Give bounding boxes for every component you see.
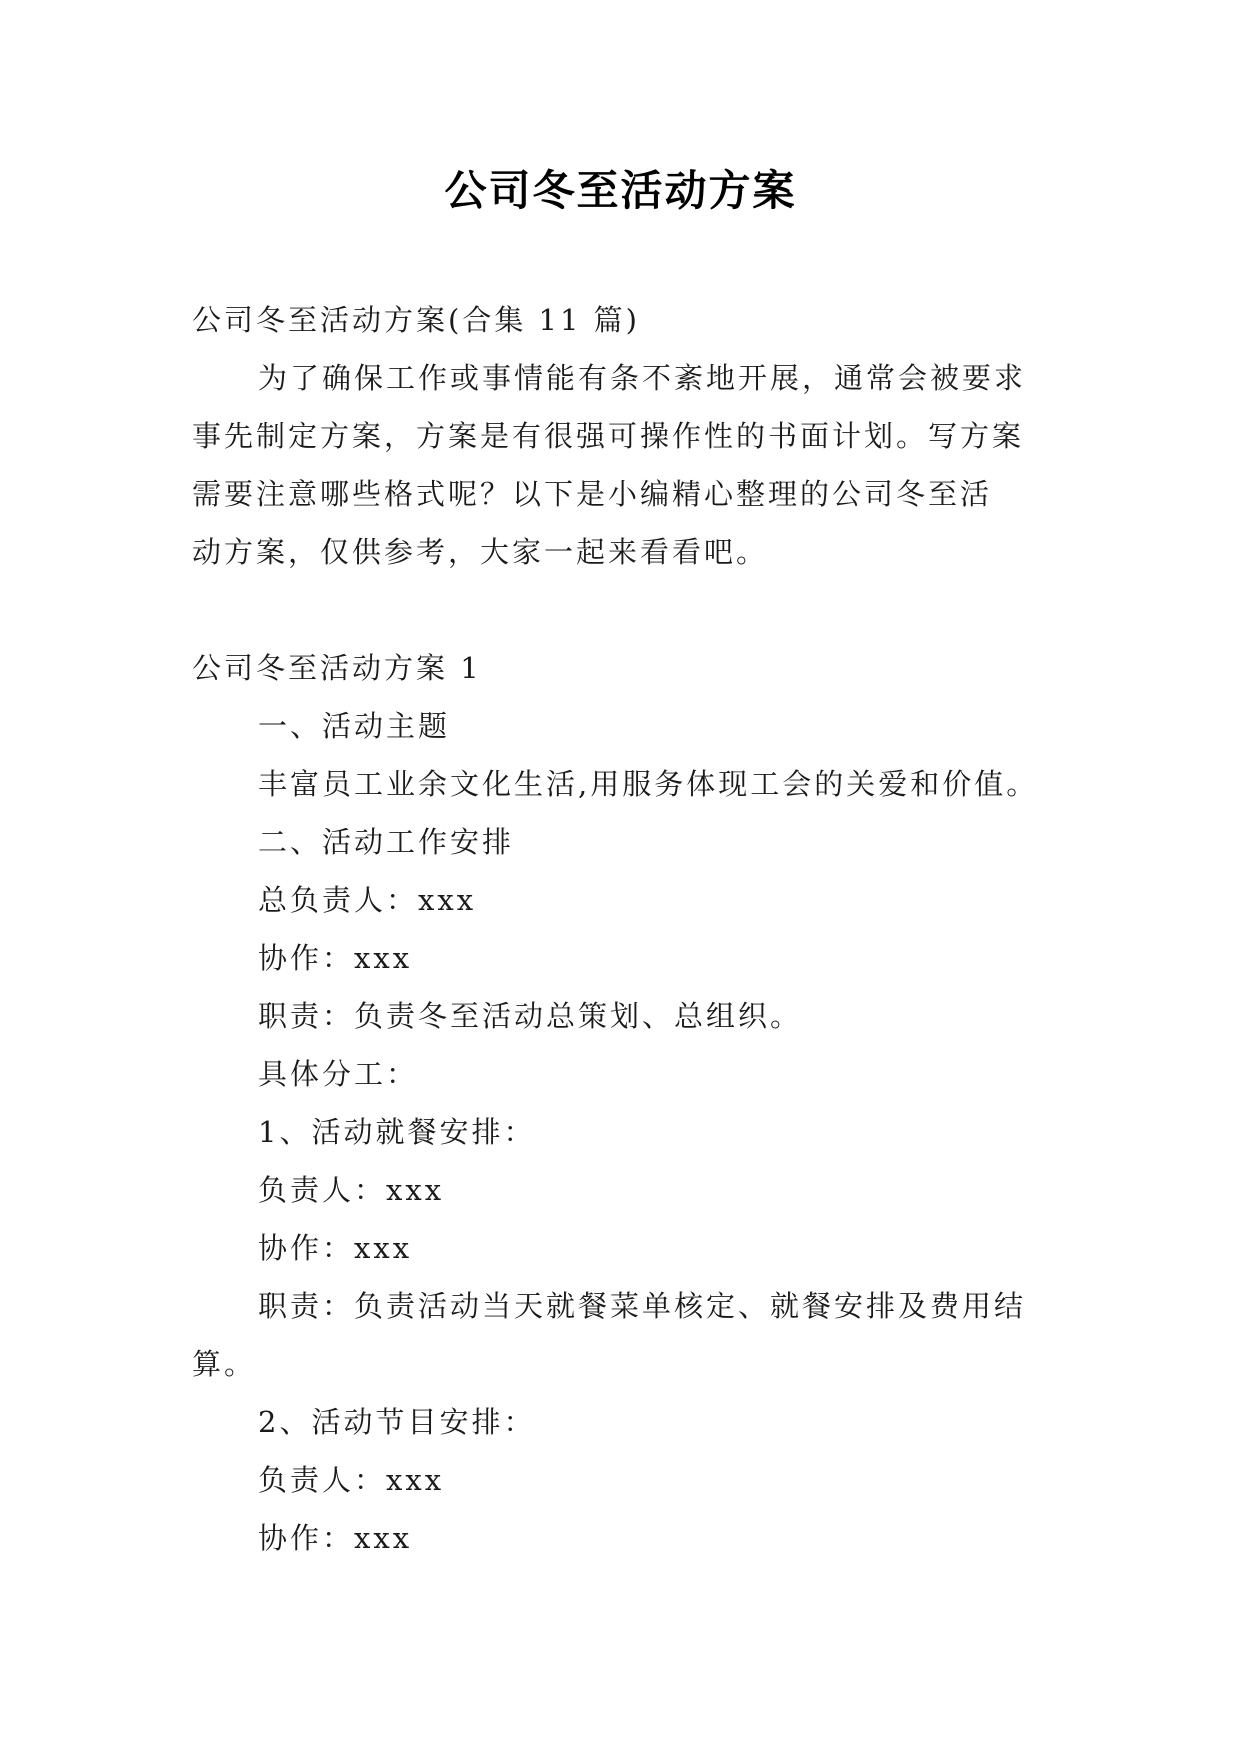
dining-duty-line-continued: 算。	[192, 1347, 257, 1381]
cooperation-line: 协作：xxx	[258, 941, 413, 975]
intro-line-1: 为了确保工作或事情能有条不紊地开展，通常会被要求	[258, 361, 1027, 395]
dining-arrangement-heading: 1、活动就餐安排：	[258, 1115, 536, 1149]
chief-responsible-line: 总负责人：xxx	[258, 883, 477, 917]
dining-cooperation-line: 协作：xxx	[258, 1231, 413, 1265]
section-heading: 公司冬至活动方案 1	[192, 651, 482, 685]
document-subtitle: 公司冬至活动方案(合集 11 篇)	[192, 303, 640, 337]
duty-line: 职责：负责冬至活动总策划、总组织。	[258, 999, 803, 1033]
dining-responsible-line: 负责人：xxx	[258, 1173, 445, 1207]
dining-duty-line: 职责：负责活动当天就餐菜单核定、就餐安排及费用结	[258, 1289, 1027, 1323]
work-arrangement-heading: 二、活动工作安排	[258, 825, 515, 859]
intro-line-4: 动方案，仅供参考，大家一起来看看吧。	[192, 535, 769, 569]
intro-line-3: 需要注意哪些格式呢？以下是小编精心整理的公司冬至活	[192, 477, 993, 511]
program-arrangement-heading: 2、活动节目安排：	[258, 1405, 536, 1439]
activity-theme-text: 丰富员工业余文化生活,用服务体现工会的关爱和价值。	[258, 767, 1039, 801]
document-title: 公司冬至活动方案	[444, 166, 797, 215]
division-heading: 具体分工：	[258, 1057, 419, 1091]
program-cooperation-line: 协作：xxx	[258, 1521, 413, 1555]
program-responsible-line: 负责人：xxx	[258, 1463, 445, 1497]
activity-theme-heading: 一、活动主题	[258, 709, 451, 743]
intro-line-2: 事先制定方案，方案是有很强可操作性的书面计划。写方案	[192, 419, 1025, 453]
